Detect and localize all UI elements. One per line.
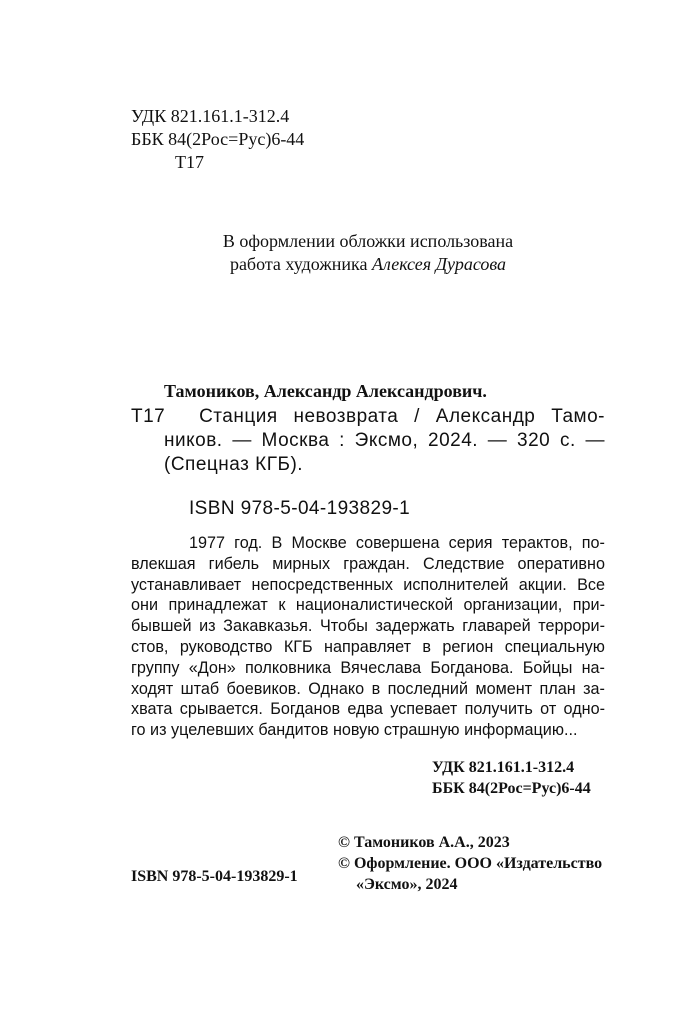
- annotation-word: акции.: [518, 575, 567, 594]
- biblio-word: ников.: [164, 430, 223, 451]
- annotation-line: [131, 658, 605, 679]
- annotation-word: в: [422, 637, 432, 656]
- biblio-word: Тамо-: [551, 406, 605, 427]
- annotation-word: от: [540, 700, 557, 719]
- annotation-word: из: [199, 617, 216, 636]
- annotation-word: исполнителей: [403, 575, 509, 594]
- annotation-line: [131, 533, 605, 554]
- annotation-word: гибель: [208, 554, 260, 573]
- annotation-line: [131, 575, 605, 596]
- annotation-word: ходят: [131, 679, 174, 698]
- annotation-word: устанавливает: [131, 575, 242, 594]
- copyright-block: [338, 832, 602, 895]
- biblio-word: 2024.: [428, 430, 479, 451]
- annotation-line: го из уцелевших бандитов новую страшную информацию...: [131, 721, 578, 740]
- annotation-word: принадлежат: [168, 596, 268, 615]
- annotation-line: [131, 595, 605, 616]
- annotation-word: получить: [464, 700, 533, 719]
- biblio-word: Эксмо,: [354, 430, 419, 451]
- annotation-word: последний: [387, 679, 469, 698]
- isbn: ISBN 978-5-04-193829-1: [189, 498, 411, 519]
- annotation-word: террори-: [538, 617, 605, 636]
- annotation-line: [131, 699, 605, 720]
- annotation-word: В: [271, 534, 283, 552]
- annotation-word: за-: [583, 679, 605, 698]
- biblio-word: Станция: [199, 406, 278, 427]
- biblio-line-2: [131, 429, 605, 453]
- annotation-word: Закавказья.: [223, 617, 313, 636]
- biblio-word: Александр: [435, 406, 536, 427]
- annotation-word: главарей: [462, 617, 531, 636]
- cover-credit-prefix: работа художника: [229, 254, 372, 274]
- isbn-bottom: ISBN 978-5-04-193829-1: [131, 868, 298, 885]
- annotation-word: Следствие: [423, 554, 505, 573]
- annotation-word: едва: [347, 700, 383, 719]
- annotation-word: боевиков.: [226, 679, 301, 698]
- author-mark: Т17: [175, 152, 204, 172]
- biblio-word: :: [339, 430, 345, 451]
- annotation-word: задержать: [375, 617, 455, 636]
- copyright-author: © Тамоников А.А., 2023: [338, 834, 510, 851]
- annotation-word: на-: [581, 658, 605, 677]
- annotation-word: оперативно: [517, 554, 605, 573]
- annotation-word: стов,: [131, 637, 169, 656]
- annotation-word: граждан.: [343, 554, 410, 573]
- classification-codes-top: [131, 105, 304, 174]
- annotation-word: терактов,: [501, 534, 573, 552]
- biblio-word: Москва: [261, 430, 330, 451]
- annotation-word: Вячеслава: [340, 658, 422, 677]
- annotation-line: [131, 616, 605, 637]
- annotation-word: штаб: [180, 679, 220, 698]
- annotation-word: Бойцы: [522, 658, 573, 677]
- annotation-word: непосредственных: [251, 575, 393, 594]
- annotation-word: Чтобы: [319, 617, 368, 636]
- annotation-line: [131, 554, 605, 575]
- biblio-word: —: [585, 430, 605, 451]
- annotation-word: план: [539, 679, 576, 698]
- annotation-line: [131, 679, 605, 700]
- copyright-design-continued: «Эксмо», 2024: [356, 876, 458, 893]
- annotation-word: серия: [448, 534, 493, 552]
- annotation-word: специальную: [504, 637, 605, 656]
- udk-code-bottom: УДК 821.161.1-312.4: [432, 759, 575, 776]
- annotation-word: Однако: [308, 679, 365, 698]
- annotation-word: Москве: [291, 534, 347, 552]
- annotation-word: влекшая: [131, 554, 196, 573]
- copyright-design: © Оформление. ООО «Издательство: [338, 855, 603, 872]
- author-heading: Тамоников, Александр Александрович.: [164, 381, 487, 401]
- bbk-code: ББК 84(2Рос=Рус)6-44: [131, 129, 305, 149]
- annotation-word: в: [371, 679, 381, 698]
- annotation-word: при-: [572, 596, 605, 615]
- biblio-word: —: [487, 430, 508, 451]
- biblio-word: /: [414, 406, 420, 427]
- annotation-word: группу: [131, 658, 180, 677]
- annotation-word: 1977: [189, 534, 226, 552]
- bbk-code-bottom: ББК 84(2Рос=Рус)6-44: [432, 780, 591, 797]
- classification-codes-bottom: [432, 757, 591, 799]
- annotation-word: совершена: [355, 534, 440, 552]
- annotation: [131, 533, 605, 741]
- annotation-word: организации,: [463, 596, 563, 615]
- cover-credit-line1: В оформлении обложки использована: [222, 231, 514, 251]
- annotation-word: успевает: [390, 700, 458, 719]
- biblio-word: с.: [559, 430, 576, 451]
- annotation-word: по-: [581, 534, 605, 552]
- biblio-word: 320: [517, 430, 551, 451]
- annotation-word: к: [278, 596, 286, 615]
- annotation-word: они: [131, 596, 158, 615]
- biblio-line-1: [131, 405, 605, 429]
- annotation-word: направляет: [324, 637, 412, 656]
- cover-credit: [131, 230, 605, 276]
- annotation-word: националистической: [295, 596, 453, 615]
- annotation-word: Богданов: [270, 700, 341, 719]
- annotation-word: год.: [234, 534, 263, 552]
- biblio-word: невозврата: [293, 406, 399, 427]
- annotation-word: руководство: [179, 637, 273, 656]
- annotation-word: хвата: [131, 700, 173, 719]
- annotation-word: КГБ: [283, 637, 313, 656]
- annotation-word: Богданова.: [430, 658, 514, 677]
- annotation-word: мирных: [272, 554, 331, 573]
- biblio-mark: Т17: [131, 406, 166, 427]
- annotation-line: [131, 637, 605, 658]
- cover-credit-line2: [131, 253, 605, 276]
- annotation-word: полковника: [245, 658, 332, 677]
- annotation-word: одно-: [563, 700, 605, 719]
- annotation-word: Все: [577, 575, 605, 594]
- bibliographic-description: [131, 405, 605, 477]
- annotation-word: регион: [442, 637, 494, 656]
- artist-name: Алексея Дурасова: [371, 254, 507, 274]
- annotation-word: момент: [475, 679, 533, 698]
- annotation-word: срывается.: [179, 700, 263, 719]
- annotation-word: бывшей: [131, 617, 192, 636]
- biblio-word: —: [232, 430, 252, 451]
- annotation-word: «Дон»: [188, 658, 236, 677]
- udk-code: УДК 821.161.1-312.4: [131, 106, 290, 126]
- biblio-line-3: (Спецназ КГБ).: [164, 454, 304, 475]
